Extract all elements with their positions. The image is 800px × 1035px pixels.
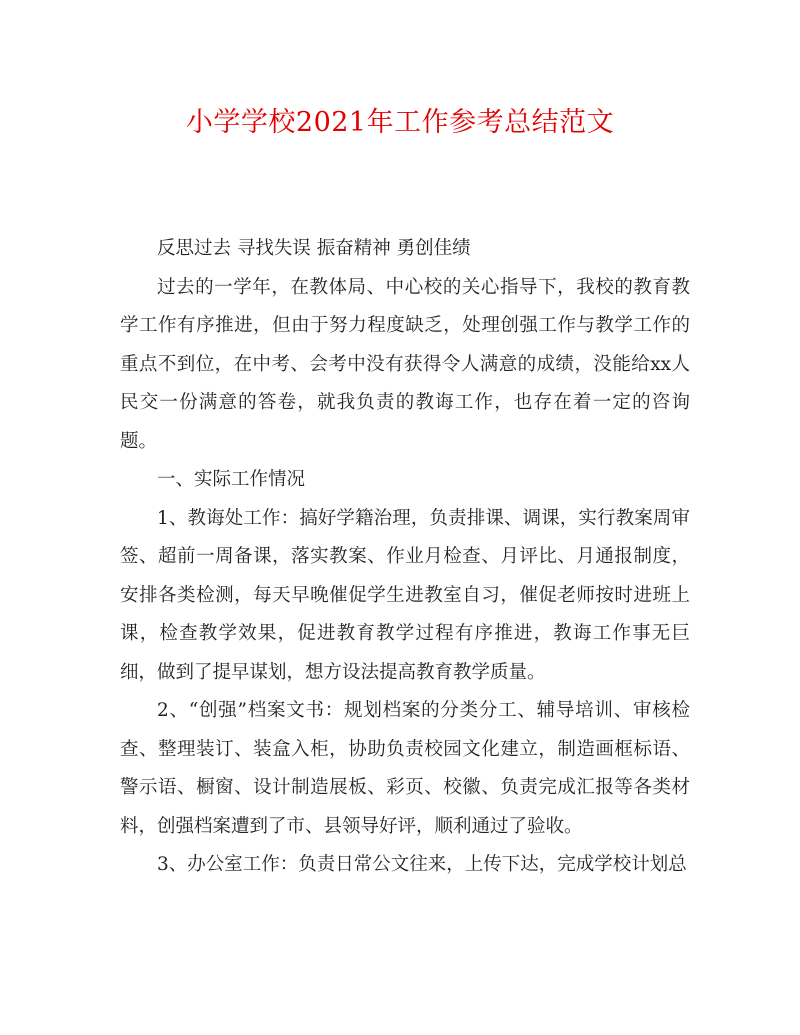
document-body xyxy=(120,230,690,885)
section-heading: 一、实际工作情况 xyxy=(157,469,306,490)
paragraph-motto: 反思过去 寻找失误 振奋精神 勇创佳绩 xyxy=(157,238,471,259)
paragraph-item-1: 1、教诲处工作：搞好学籍治理，负责排课、调课，实行教案周审签、超前一周备课，落实教案、作业月检查、月评比、月通报制度，安排各类检测，每天早晚催促学生进教室自习，催促老师按时进班上课，检查教学效果，促进教育教学过程有序推进，教诲工作事无巨细，做到了提早谋划，想方设法提高教育教学质量。 xyxy=(120,507,690,683)
paragraph-item-2: 2、“创强”档案文书：规划档案的分类分工、辅导培训、审核检查、整理装订、装盒入柜，协助负责校园文化建立，制造画框标语、警示语、橱窗、设计制造展板、彩页、校徽、负责完成汇报等各类材料，创强档案遭到了市、县领导好评，顺利通过了验收。 xyxy=(120,700,690,837)
paragraph-intro: 过去的一学年，在教体局、中心校的关心指导下，我校的教育教学工作有序推进，但由于努力程度缺乏，处理创强工作与教学工作的重点不到位，在中考、会考中没有获得令人满意的成绩，没能给xx人民交一份满意的答卷，就我负责的教诲工作，也存在着一定的咨询题。 xyxy=(120,276,690,452)
paragraph-item-3: 3、办公室工作：负责日常公文往来，上传下达，完成学校计划总 xyxy=(157,854,687,875)
document-title: 小学学校2021年工作参考总结范文 xyxy=(185,107,615,138)
